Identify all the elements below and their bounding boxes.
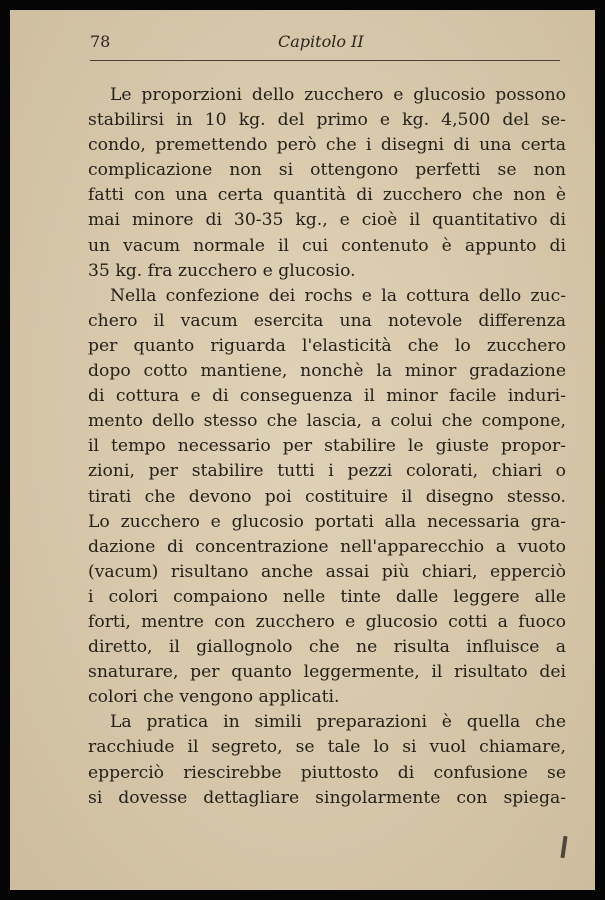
text-line: complicazione non si ottengono perfetti se non: [88, 160, 566, 181]
text-line: tirati che devono poi costituire il disegno stesso.: [88, 486, 566, 507]
text-line: colori che vengono applicati.: [88, 687, 340, 708]
body-text: [88, 83, 566, 811]
text-line: (vacum) risultano anche assai più chiari, epperciò: [88, 561, 566, 582]
text-line: epperciò riescirebbe piuttosto di confusione se: [88, 762, 566, 783]
running-header: [90, 32, 564, 62]
text-line: La pratica in simili preparazioni è quella che: [110, 712, 566, 733]
text-line: condo, premettendo però che i disegni di una certa: [88, 135, 566, 156]
text-line: di cottura e di conseguenza il minor facile induri-: [88, 386, 566, 407]
text-line: mai minore di 30-35 kg., e cioè il quantitativo di: [88, 210, 566, 231]
text-line: racchiude il segreto, se tale lo si vuol chiamare,: [88, 737, 566, 758]
text-line: i colori compaiono nelle tinte dalle leggere alle: [88, 586, 566, 607]
text-line: mento dello stesso che lascia, a colui che compone,: [88, 411, 566, 432]
text-line: per quanto riguarda l'elasticità che lo zucchero: [88, 335, 566, 356]
chapter-title: Capitolo II: [278, 32, 364, 51]
text-line: un vacum normale il cui contenuto è appunto di: [88, 235, 566, 256]
book-page: [10, 10, 595, 890]
text-line: snaturare, per quanto leggermente, il risultato dei: [88, 662, 566, 683]
text-line: dopo cotto mantiene, nonchè la minor gradazione: [88, 361, 566, 382]
text-line: Lo zucchero e glucosio portati alla necessaria gra-: [88, 511, 566, 532]
text-line: fatti con una certa quantità di zucchero che non è: [88, 185, 566, 206]
text-line: chero il vacum esercita una notevole differenza: [88, 310, 566, 331]
text-line: stabilirsi in 10 kg. del primo e kg. 4,500 del se-: [88, 110, 566, 131]
margin-mark: [560, 836, 567, 858]
text-line: 35 kg. fra zucchero e glucosio.: [88, 260, 356, 281]
text-line: il tempo necessario per stabilire le giuste propor-: [88, 436, 566, 457]
page-number: 78: [90, 32, 111, 51]
text-line: zioni, per stabilire tutti i pezzi colorati, chiari o: [88, 461, 566, 482]
text-line: Le proporzioni dello zucchero e glucosio possono: [110, 85, 566, 105]
text-line: dazione di concentrazione nell'apparecchio a vuoto: [88, 536, 566, 557]
text-line: diretto, il giallognolo che ne risulta influisce a: [88, 637, 566, 658]
text-line: si dovesse dettagliare singolarmente con spiega-: [88, 787, 566, 808]
text-line: Nella confezione dei rochs e la cottura dello zuc-: [110, 285, 566, 306]
text-line: forti, mentre con zucchero e glucosio cotti a fuoco: [88, 611, 566, 632]
header-rule: [90, 60, 560, 61]
